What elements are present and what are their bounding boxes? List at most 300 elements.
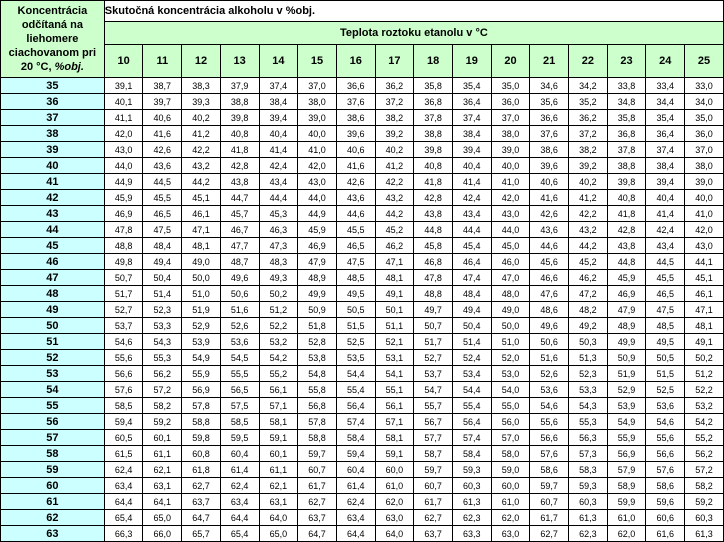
table-cell: 47,8 [414, 270, 453, 286]
table-cell: 51,0 [491, 334, 530, 350]
table-cell: 53,7 [104, 318, 143, 334]
table-cell: 59,8 [182, 430, 221, 446]
row-label-cell: 54 [1, 382, 105, 398]
table-cell: 39,3 [182, 94, 221, 110]
table-cell: 59,7 [530, 478, 569, 494]
table-cell: 52,9 [182, 318, 221, 334]
temperature-header-cell: 20 [491, 45, 530, 78]
table-cell: 53,9 [607, 398, 646, 414]
table-cell: 40,8 [414, 158, 453, 174]
table-cell: 45,0 [491, 238, 530, 254]
table-cell: 57,4 [452, 430, 491, 446]
table-cell: 56,7 [414, 414, 453, 430]
table-cell: 46,1 [182, 206, 221, 222]
table-cell: 63,4 [220, 494, 259, 510]
table-cell: 59,6 [646, 494, 685, 510]
table-cell: 55,9 [182, 366, 221, 382]
temperature-caption: Teplota roztoku etanolu v °C [104, 22, 723, 45]
table-cell: 62,7 [298, 494, 337, 510]
table-cell: 44,1 [685, 254, 724, 270]
table-cell: 52,4 [452, 350, 491, 366]
table-cell: 39,1 [104, 78, 143, 94]
temperature-header-row [1, 45, 724, 78]
table-cell: 56,0 [491, 414, 530, 430]
table-cell: 59,2 [143, 414, 182, 430]
row-label-cell: 44 [1, 222, 105, 238]
table-cell: 37,0 [685, 142, 724, 158]
row-label-cell: 60 [1, 478, 105, 494]
table-cell: 57,4 [336, 414, 375, 430]
table-cell: 47,8 [104, 222, 143, 238]
table-cell: 47,2 [569, 286, 608, 302]
table-cell: 62,7 [182, 478, 221, 494]
table-cell: 57,0 [491, 430, 530, 446]
table-cell: 49,2 [569, 318, 608, 334]
table-cell: 56,6 [530, 430, 569, 446]
table-row [1, 222, 724, 238]
table-cell: 49,1 [375, 286, 414, 302]
row-label-cell: 43 [1, 206, 105, 222]
temperature-header-cell: 25 [685, 45, 724, 78]
table-cell: 58,4 [336, 430, 375, 446]
table-cell: 47,6 [530, 286, 569, 302]
table-cell: 35,8 [414, 78, 453, 94]
table-cell: 64,7 [182, 510, 221, 526]
table-cell: 55,7 [414, 398, 453, 414]
table-cell: 50,3 [569, 334, 608, 350]
table-cell: 60,3 [685, 510, 724, 526]
table-cell: 40,0 [685, 190, 724, 206]
table-row [1, 446, 724, 462]
table-cell: 53,2 [685, 398, 724, 414]
table-cell: 37,2 [375, 94, 414, 110]
table-cell: 42,2 [375, 174, 414, 190]
table-cell: 42,8 [414, 190, 453, 206]
table-cell: 37,9 [220, 78, 259, 94]
table-cell: 39,4 [259, 110, 298, 126]
table-cell: 43,6 [530, 222, 569, 238]
temperature-header-cell: 12 [182, 45, 221, 78]
temperature-header-cell: 24 [646, 45, 685, 78]
table-cell: 43,6 [143, 158, 182, 174]
table-cell: 42,0 [298, 158, 337, 174]
table-cell: 53,9 [182, 334, 221, 350]
row-label-cell: 36 [1, 94, 105, 110]
row-label-cell: 42 [1, 190, 105, 206]
table-cell: 46,4 [452, 254, 491, 270]
table-row [1, 206, 724, 222]
temperature-header-cell: 22 [569, 45, 608, 78]
table-cell: 56,6 [104, 366, 143, 382]
table-cell: 59,1 [259, 430, 298, 446]
table-cell: 49,0 [491, 302, 530, 318]
table-cell: 42,2 [182, 142, 221, 158]
row-label-cell: 40 [1, 158, 105, 174]
table-cell: 41,4 [452, 174, 491, 190]
table-cell: 62,4 [104, 462, 143, 478]
table-cell: 38,6 [336, 110, 375, 126]
table-cell: 44,4 [259, 190, 298, 206]
table-cell: 63,7 [182, 494, 221, 510]
table-cell: 51,4 [452, 334, 491, 350]
table-cell: 39,4 [646, 174, 685, 190]
table-cell: 41,8 [414, 174, 453, 190]
table-cell: 49,5 [646, 334, 685, 350]
table-cell: 36,8 [607, 126, 646, 142]
table-cell: 44,5 [143, 174, 182, 190]
table-cell: 52,0 [491, 350, 530, 366]
table-cell: 40,4 [452, 158, 491, 174]
table-cell: 37,0 [491, 110, 530, 126]
table-cell: 43,0 [685, 238, 724, 254]
table-cell: 42,4 [452, 190, 491, 206]
table-cell: 43,4 [452, 206, 491, 222]
row-label-cell: 35 [1, 78, 105, 94]
table-cell: 56,9 [607, 446, 646, 462]
table-cell: 35,2 [569, 94, 608, 110]
table-cell: 34,0 [685, 94, 724, 110]
table-cell: 46,5 [646, 286, 685, 302]
table-cell: 41,6 [143, 126, 182, 142]
table-cell: 45,3 [259, 206, 298, 222]
table-cell: 49,6 [530, 318, 569, 334]
table-cell: 52,7 [414, 350, 453, 366]
table-cell: 47,0 [491, 270, 530, 286]
table-cell: 46,9 [607, 286, 646, 302]
table-cell: 40,8 [607, 190, 646, 206]
table-cell: 49,9 [298, 286, 337, 302]
table-cell: 56,4 [336, 398, 375, 414]
table-cell: 56,2 [685, 446, 724, 462]
table-cell: 40,6 [143, 110, 182, 126]
table-cell: 36,2 [569, 110, 608, 126]
table-cell: 62,3 [452, 510, 491, 526]
table-cell: 55,6 [104, 350, 143, 366]
table-cell: 55,3 [143, 350, 182, 366]
table-cell: 48,4 [452, 286, 491, 302]
table-cell: 54,6 [530, 398, 569, 414]
row-label-cell: 37 [1, 110, 105, 126]
table-cell: 53,4 [452, 366, 491, 382]
table-cell: 51,6 [220, 302, 259, 318]
table-cell: 58,7 [414, 446, 453, 462]
table-cell: 50,7 [414, 318, 453, 334]
table-cell: 58,4 [452, 446, 491, 462]
table-cell: 60,1 [259, 446, 298, 462]
table-cell: 47,4 [452, 270, 491, 286]
table-cell: 52,2 [259, 318, 298, 334]
table-cell: 46,5 [143, 206, 182, 222]
table-cell: 62,7 [414, 510, 453, 526]
table-cell: 35,0 [685, 110, 724, 126]
table-title: Skutočná koncentrácia alkoholu v %obj. [104, 1, 723, 22]
table-cell: 63,4 [104, 478, 143, 494]
table-cell: 52,7 [104, 302, 143, 318]
table-cell: 57,2 [685, 462, 724, 478]
table-row [1, 190, 724, 206]
table-cell: 37,0 [298, 78, 337, 94]
table-cell: 50,9 [607, 350, 646, 366]
table-cell: 39,6 [530, 158, 569, 174]
table-cell: 45,8 [414, 238, 453, 254]
table-cell: 54,9 [607, 414, 646, 430]
table-cell: 39,8 [220, 110, 259, 126]
table-cell: 54,8 [298, 366, 337, 382]
table-cell: 64,4 [104, 494, 143, 510]
table-cell: 36,8 [414, 94, 453, 110]
table-cell: 41,2 [182, 126, 221, 142]
table-cell: 48,9 [298, 270, 337, 286]
table-cell: 50,4 [452, 318, 491, 334]
table-cell: 60,6 [646, 510, 685, 526]
table-cell: 50,7 [104, 270, 143, 286]
table-cell: 50,0 [491, 318, 530, 334]
table-cell: 53,5 [336, 350, 375, 366]
table-cell: 43,2 [375, 190, 414, 206]
table-cell: 52,3 [143, 302, 182, 318]
table-cell: 51,5 [646, 366, 685, 382]
table-cell: 49,0 [182, 254, 221, 270]
table-cell: 60,0 [375, 462, 414, 478]
row-label-cell: 61 [1, 494, 105, 510]
table-cell: 59,3 [569, 478, 608, 494]
table-cell: 54,2 [685, 414, 724, 430]
table-cell: 49,9 [607, 334, 646, 350]
table-cell: 59,7 [298, 446, 337, 462]
table-cell: 39,2 [375, 126, 414, 142]
table-cell: 50,6 [530, 334, 569, 350]
table-row [1, 142, 724, 158]
table-cell: 58,1 [259, 414, 298, 430]
table-cell: 55,2 [685, 430, 724, 446]
row-label-cell: 38 [1, 126, 105, 142]
table-cell: 54,9 [182, 350, 221, 366]
table-cell: 45,9 [298, 222, 337, 238]
table-cell: 45,6 [530, 254, 569, 270]
table-row [1, 302, 724, 318]
table-cell: 40,6 [530, 174, 569, 190]
table-cell: 52,6 [220, 318, 259, 334]
table-cell: 44,4 [452, 222, 491, 238]
table-cell: 38,2 [569, 142, 608, 158]
table-cell: 39,2 [569, 158, 608, 174]
table-cell: 48,5 [336, 270, 375, 286]
table-cell: 48,5 [646, 318, 685, 334]
table-cell: 51,0 [182, 286, 221, 302]
table-cell: 61,0 [375, 478, 414, 494]
table-cell: 36,0 [685, 126, 724, 142]
table-cell: 49,5 [336, 286, 375, 302]
table-cell: 50,6 [220, 286, 259, 302]
row-label-cell: 41 [1, 174, 105, 190]
table-cell: 43,0 [298, 174, 337, 190]
table-cell: 55,4 [336, 382, 375, 398]
table-cell: 55,4 [452, 398, 491, 414]
row-label-cell: 47 [1, 270, 105, 286]
table-cell: 42,8 [220, 158, 259, 174]
table-cell: 49,6 [220, 270, 259, 286]
table-cell: 51,8 [298, 318, 337, 334]
table-cell: 52,8 [298, 334, 337, 350]
table-cell: 49,8 [104, 254, 143, 270]
table-cell: 51,7 [104, 286, 143, 302]
table-cell: 57,8 [182, 398, 221, 414]
row-label-cell: 52 [1, 350, 105, 366]
table-cell: 63,1 [259, 494, 298, 510]
table-cell: 62,0 [491, 510, 530, 526]
table-cell: 42,0 [685, 222, 724, 238]
table-cell: 41,0 [491, 174, 530, 190]
table-cell: 53,3 [143, 318, 182, 334]
table-cell: 53,1 [375, 350, 414, 366]
table-cell: 44,8 [414, 222, 453, 238]
table-cell: 43,2 [569, 222, 608, 238]
table-cell: 62,7 [530, 526, 569, 542]
table-cell: 44,9 [104, 174, 143, 190]
table-cell: 39,7 [143, 94, 182, 110]
table-cell: 39,8 [414, 142, 453, 158]
table-cell: 61,7 [298, 478, 337, 494]
table-cell: 38,0 [491, 126, 530, 142]
table-cell: 50,9 [298, 302, 337, 318]
table-cell: 37,8 [414, 110, 453, 126]
table-cell: 44,0 [491, 222, 530, 238]
table-cell: 64,0 [375, 526, 414, 542]
table-cell: 48,3 [259, 254, 298, 270]
table-cell: 62,4 [336, 494, 375, 510]
table-cell: 36,4 [452, 94, 491, 110]
table-cell: 42,4 [259, 158, 298, 174]
table-cell: 55,6 [646, 430, 685, 446]
table-cell: 44,5 [646, 254, 685, 270]
temperature-header-cell: 15 [298, 45, 337, 78]
table-cell: 50,2 [259, 286, 298, 302]
table-cell: 47,7 [220, 238, 259, 254]
table-cell: 55,9 [607, 430, 646, 446]
table-cell: 63,3 [452, 526, 491, 542]
table-row [1, 238, 724, 254]
row-label-cell: 63 [1, 526, 105, 542]
table-cell: 34,2 [569, 78, 608, 94]
table-cell: 36,4 [646, 126, 685, 142]
row-label-cell: 45 [1, 238, 105, 254]
table-cell: 41,1 [104, 110, 143, 126]
table-cell: 40,1 [104, 94, 143, 110]
table-cell: 61,6 [646, 526, 685, 542]
table-cell: 38,8 [414, 126, 453, 142]
table-cell: 48,6 [530, 302, 569, 318]
table-cell: 45,1 [182, 190, 221, 206]
table-cell: 64,4 [220, 510, 259, 526]
table-row [1, 126, 724, 142]
table-cell: 54,2 [259, 350, 298, 366]
row-header-title [1, 1, 105, 78]
table-cell: 46,2 [569, 270, 608, 286]
table-cell: 57,1 [375, 414, 414, 430]
table-cell: 61,8 [182, 462, 221, 478]
table-cell: 60,8 [182, 446, 221, 462]
table-cell: 48,1 [182, 238, 221, 254]
table-cell: 45,9 [607, 270, 646, 286]
table-cell: 45,2 [375, 222, 414, 238]
table-cell: 41,8 [607, 206, 646, 222]
table-cell: 56,2 [143, 366, 182, 382]
temperature-header-cell: 21 [530, 45, 569, 78]
temperature-header-cell: 13 [220, 45, 259, 78]
table-cell: 53,2 [259, 334, 298, 350]
table-cell: 40,4 [646, 190, 685, 206]
table-cell: 48,8 [104, 238, 143, 254]
table-cell: 48,7 [220, 254, 259, 270]
row-label-cell: 62 [1, 510, 105, 526]
temperature-header-cell: 18 [414, 45, 453, 78]
table-cell: 42,6 [530, 206, 569, 222]
table-cell: 40,2 [182, 110, 221, 126]
table-cell: 57,6 [104, 382, 143, 398]
table-cell: 52,3 [569, 366, 608, 382]
table-cell: 64,1 [143, 494, 182, 510]
table-row [1, 174, 724, 190]
corner-line-2: odčítaná na [21, 19, 83, 31]
table-cell: 54,6 [104, 334, 143, 350]
table-cell: 55,8 [298, 382, 337, 398]
table-cell: 61,1 [143, 446, 182, 462]
table-cell: 60,5 [104, 430, 143, 446]
table-cell: 46,9 [104, 206, 143, 222]
table-cell: 60,4 [336, 462, 375, 478]
table-cell: 45,5 [646, 270, 685, 286]
table-cell: 47,5 [336, 254, 375, 270]
table-cell: 41,0 [298, 142, 337, 158]
table-row [1, 462, 724, 478]
table-cell: 60,7 [530, 494, 569, 510]
table-cell: 43,8 [414, 206, 453, 222]
table-cell: 53,6 [530, 382, 569, 398]
row-label-cell: 59 [1, 462, 105, 478]
table-cell: 36,2 [375, 78, 414, 94]
table-row [1, 414, 724, 430]
table-cell: 37,8 [607, 142, 646, 158]
table-cell: 42,8 [607, 222, 646, 238]
table-cell: 55,6 [530, 414, 569, 430]
table-cell: 38,7 [143, 78, 182, 94]
table-cell: 38,2 [375, 110, 414, 126]
table-cell: 64,7 [298, 526, 337, 542]
table-cell: 62,4 [220, 478, 259, 494]
table-row [1, 398, 724, 414]
table-cell: 39,6 [336, 126, 375, 142]
table-cell: 43,8 [607, 238, 646, 254]
table-row [1, 366, 724, 382]
table-cell: 65,7 [182, 526, 221, 542]
table-cell: 40,2 [569, 174, 608, 190]
table-cell: 38,0 [685, 158, 724, 174]
table-cell: 38,4 [259, 94, 298, 110]
table-cell: 46,8 [414, 254, 453, 270]
table-cell: 50,4 [143, 270, 182, 286]
table-cell: 41,6 [530, 190, 569, 206]
table-cell: 38,3 [182, 78, 221, 94]
table-cell: 54,0 [491, 382, 530, 398]
table-cell: 61,3 [685, 526, 724, 542]
table-cell: 49,7 [414, 302, 453, 318]
table-cell: 51,5 [336, 318, 375, 334]
table-row [1, 494, 724, 510]
table-cell: 58,5 [220, 414, 259, 430]
table-cell: 60,7 [298, 462, 337, 478]
table-cell: 43,4 [646, 238, 685, 254]
table-cell: 38,8 [607, 158, 646, 174]
